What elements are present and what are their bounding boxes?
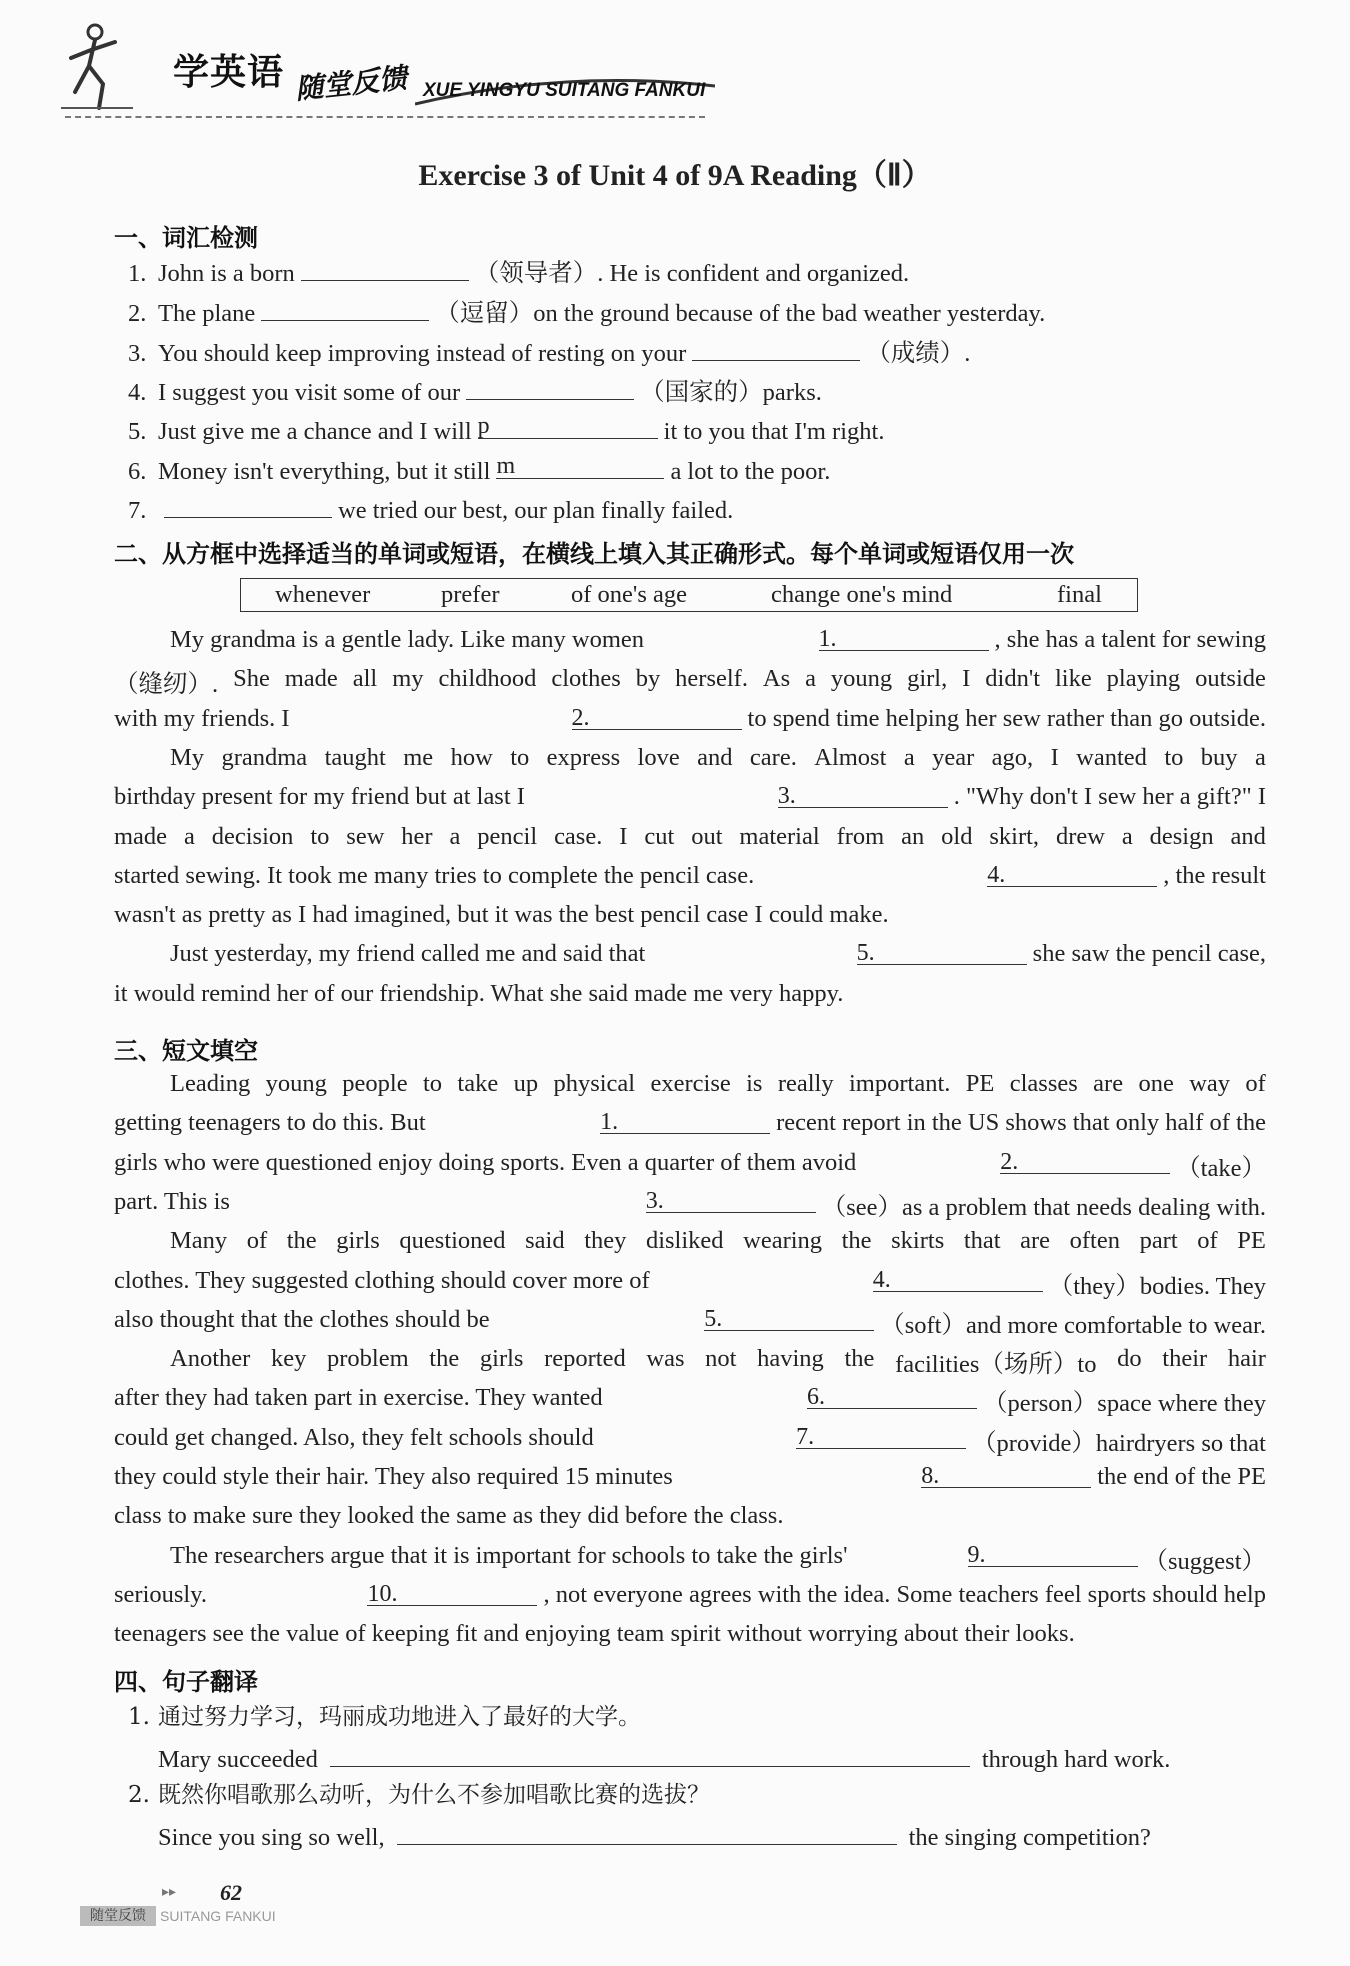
passage-word: classes [1009,1070,1078,1097]
passage-word: physical [553,1070,636,1097]
passage-word: outside [1195,665,1266,693]
vocab-item [128,414,884,447]
answer-blank[interactable] [778,783,948,808]
passage-word: playing [1106,665,1181,693]
passage-line [114,1266,1266,1300]
passage-word: young [265,1070,327,1097]
passage-word: My [170,743,205,771]
section-heading-cloze: 三、短文填空 [114,1037,258,1065]
answer-blank[interactable] [466,375,634,400]
answer-blank[interactable] [921,1463,1091,1488]
passage-word: love [637,743,680,771]
passage-word: an [901,822,925,850]
passage-word: young [830,665,893,693]
passage-text: （suggest） [1143,1547,1266,1575]
passage-text: The researchers argue that it is important for schools to take the girls' [170,1541,848,1569]
passage-text: seriously. [114,1580,207,1608]
answer-blank[interactable] [261,296,429,321]
passage-line [114,1581,1266,1611]
passage-word: taught [324,743,386,771]
passage-text: she saw the pencil case, [1032,940,1266,968]
passage-word: childhood [438,665,537,693]
item-number: 7. [128,497,147,524]
section-heading-wordbox: 二、从方框中选择适当的单词或短语，在横线上填入其正确形式。每个单词或短语仅用一次 [114,540,1074,568]
passage-word: pencil [477,822,538,850]
answer-tail: the singing competition? [908,1824,1151,1851]
answer-blank[interactable] [1000,1149,1170,1174]
passage-word: of [246,1227,268,1255]
passage-line [114,1187,1266,1221]
passage-word: are [1020,1227,1051,1255]
passage-word: often [1069,1227,1120,1255]
passage-text: they could style their hair. They also required 15 minutes [114,1463,673,1490]
passage-word: a [183,822,195,850]
item-number: 4. [128,379,147,406]
passage-word: I [962,665,971,693]
answer-lead: Mary succeeded [158,1746,318,1773]
passage-word: up [513,1070,539,1097]
vocab-item [128,256,909,289]
blank-label: 7. [796,1423,815,1450]
passage-segment [114,1149,994,1179]
item-text: （成绩）. [866,340,971,367]
passage-word: was [646,1345,685,1373]
passage-word: to [422,1070,443,1097]
passage-line [170,940,1266,970]
passage-text: getting teenagers to do this. But [114,1109,426,1137]
passage-text: teenagers see the value of keeping fit and enjoying team spirit without worrying about their looks. [114,1620,1075,1648]
passage-word: case. [554,822,603,850]
answer-blank[interactable] [692,336,860,361]
answer-blank[interactable] [367,1581,537,1606]
blank-label: 3. [645,1187,664,1214]
passage-word: the [844,1345,875,1373]
blank-label: 5. [704,1305,723,1332]
passage-word: are [1093,1070,1124,1097]
passage-word: didn't [985,665,1041,693]
passage-line [114,705,1266,735]
blank-label: 2. [1000,1148,1019,1175]
passage-line [170,744,1266,774]
passage-line [114,1463,1266,1493]
passage-line [114,823,1266,853]
item-text: The plane [158,300,256,327]
passage-segment [982,1384,1266,1418]
runner-figure-icon [55,22,135,112]
passage-word: herself. [675,665,748,693]
blank-label: 4. [872,1266,891,1293]
passage-segment [114,1306,698,1336]
footer-tag: 随堂反馈 [80,1906,156,1926]
logo-text: 学英语 [173,52,285,93]
passage-word: all [352,665,378,693]
passage-word: part [1139,1227,1178,1255]
passage-text: （person）space where they [982,1390,1266,1418]
passage-word: a [805,665,816,693]
passage-word: her [401,822,433,850]
passage-word: that [963,1227,1001,1255]
passage-segment [114,1384,801,1414]
item-text: （逗留）on the ground because of the bad weather yesterday. [435,300,1046,327]
answer-blank[interactable] [968,1542,1138,1567]
passage-word: how [450,743,493,771]
passage-word: the [841,1227,872,1255]
passage-segment [1033,940,1266,970]
item-number: 2. [128,1782,150,1808]
passage-word: by [635,665,661,693]
passage-word: not [705,1345,737,1373]
passage-word: decision [211,822,294,850]
passage-text: to spend time helping her sew rather than go outside. [747,704,1266,732]
passage-word: they [584,1227,627,1255]
footer-tag-english: SUITANG FANKUI [160,1908,276,1924]
passage-line [170,1541,1266,1575]
passage-line [114,901,1266,931]
translation-answer [158,1820,1151,1853]
passage-word: out [691,822,723,850]
passage-word: of [1245,1070,1266,1097]
page-title: Exercise 3 of Unit 4 of 9A Reading（Ⅱ） [418,159,932,192]
passage-word: a [449,822,461,850]
passage-word: to [1164,743,1184,771]
blank-label: p [477,413,490,439]
chinese-sentence: 通过努力学习，玛丽成功地进入了最好的大学。 [158,1704,641,1730]
passage-segment [114,1267,867,1297]
vocab-item [128,454,830,487]
passage-line [114,1502,1266,1532]
passage-word: my [392,665,424,693]
blank-label: 3. [777,783,796,810]
passage-word: express [546,743,621,771]
passage-word: the [429,1345,460,1373]
translation-blank[interactable] [397,1820,897,1845]
passage-segment [1097,1463,1266,1493]
answer-blank[interactable] [572,705,742,730]
answer-blank[interactable] [600,1109,770,1134]
passage-text: after they had taken part in exercise. They wanted [114,1384,603,1412]
passage-word: facilities（场所）to [895,1351,1097,1379]
passage-text: also thought that the clothes should be [114,1305,490,1333]
passage-word: key [270,1345,307,1373]
passage-word: year [932,743,975,771]
answer-blank[interactable] [796,1424,966,1449]
passage-text: , she has a talent for sewing [994,626,1266,653]
passage-word: girls [479,1345,524,1373]
passage-segment [114,705,566,735]
item-text: You should keep improving instead of resting on your [158,340,687,367]
passage-word: problem [326,1345,409,1373]
passage-word: skirt, [989,822,1040,850]
passage-text: part. This is [114,1187,230,1215]
item-text: （国家的）parks. [640,379,822,406]
item-number: 1. [128,1704,150,1730]
answer-blank[interactable] [704,1306,874,1331]
passage-segment [995,626,1266,656]
answer-blank[interactable] [873,1267,1043,1292]
passage-word: a [1121,822,1133,850]
item-number: 2. [128,300,147,327]
passage-word: reported [544,1345,626,1373]
passage-text: clothes. They suggested clothing should cover more of [114,1266,650,1294]
passage-word: and [697,743,733,771]
passage-line [114,1423,1266,1457]
answer-blank[interactable] [496,454,664,479]
passage-word: Leading [170,1070,251,1097]
passage-word: old [941,822,973,850]
passage-word: questioned [399,1227,506,1255]
passage-text: girls who were questioned enjoy doing sports. Even a quarter of them avoid [114,1148,857,1176]
passage-word: to [510,743,530,771]
passage-line [114,1305,1266,1339]
passage-word: buy [1200,743,1238,771]
passage-word: clothes [551,665,621,693]
passage-word: to [310,822,330,850]
passage-word: I [1050,743,1059,771]
answer-tail: through hard work. [981,1746,1171,1773]
word-box-item: change one's mind [771,581,953,608]
answer-blank[interactable] [987,862,1157,887]
passage-word: and [1230,822,1266,850]
blank-label: 1. [818,626,837,652]
passage-text: My grandma is a gentle lady. Like many women [170,626,644,653]
passage-text: （provide）hairdryers so that [972,1429,1266,1457]
passage-segment [170,1542,962,1572]
answer-blank[interactable] [646,1188,816,1213]
answer-blank[interactable] [301,256,469,281]
passage-word: way [1189,1070,1231,1097]
vocab-item [128,296,1045,329]
passage-word: PE [965,1070,995,1097]
passage-segment [776,1109,1266,1139]
passage-word: like [1054,665,1092,693]
translation-prompt [128,1702,641,1732]
passage-word: girls [336,1227,380,1255]
passage-text: , the result [1163,861,1266,889]
passage-word: disliked [645,1227,724,1255]
passage-text: with my friends. I [114,704,290,732]
answer-blank[interactable] [478,414,658,439]
blank-label: 2. [571,704,590,731]
passage-text: started sewing. It took me many tries to complete the pencil case. [114,861,755,889]
blank-label: 9. [967,1541,986,1568]
passage-word: design [1149,822,1214,850]
passage-word: Almost [814,743,887,771]
passage-line [114,862,1266,892]
passage-text: could get changed. Also, they felt schools should [114,1423,594,1451]
passage-line [114,1148,1266,1182]
passage-word: of [1197,1227,1218,1255]
passage-word: PE [1237,1227,1266,1255]
header [55,18,955,118]
answer-lead: Since you sing so well, [158,1824,385,1851]
passage-word: their [1162,1345,1208,1373]
passage-text: （take） [1176,1154,1266,1182]
passage-word: grandma [221,743,308,771]
passage-text: . "Why don't I sew her a gift?" I [953,783,1266,811]
logo-subtext: 随堂反馈 [293,61,409,106]
passage-word: ago, [991,743,1034,771]
passage-line [114,665,1266,699]
passage-word: a [1254,743,1266,771]
passage-word: do [1117,1345,1142,1373]
passage-word: made [114,822,168,850]
word-box-item: whenever [275,581,371,608]
passage-segment [748,705,1266,735]
blank-label: 6. [806,1384,825,1411]
passage-text: it would remind her of our friendship. What she said made me very happy. [114,979,844,1007]
passage-line [114,1620,1266,1650]
item-text: a lot to the poor. [670,458,831,485]
answer-blank[interactable] [807,1384,977,1409]
passage-word: said [525,1227,565,1255]
passage-word: （缝纫）. [114,671,219,699]
passage-segment [114,1581,361,1611]
blank-label: 4. [987,861,1006,888]
passage-text: （they）bodies. They [1048,1272,1266,1300]
page-number: 62 [220,1880,242,1905]
blank-label: 8. [921,1463,940,1489]
passage-word: made [284,665,338,693]
answer-blank[interactable] [164,493,332,518]
section-heading-vocab: 一、词汇检测 [114,224,258,252]
translation-blank[interactable] [330,1742,970,1767]
item-number: 1. [128,260,147,287]
item-number: 5. [128,418,147,445]
passage-text: Just yesterday, my friend called me and said that [170,940,646,968]
passage-word: hair [1227,1345,1266,1373]
passage-text: （see）as a problem that needs dealing with. [821,1193,1266,1221]
passage-text: （soft）and more comfortable to wear. [880,1311,1266,1339]
item-text: it to you that I'm right. [663,418,885,445]
answer-blank[interactable] [857,940,1027,965]
chinese-sentence: 既然你唱歌那么动听，为什么不参加唱歌比赛的选拔？ [158,1782,710,1808]
item-text: I suggest you visit some of our [158,379,461,406]
word-box [240,578,1138,612]
blank-label: 5. [856,940,875,967]
passage-word: wanted [1076,743,1147,771]
passage-word: having [757,1345,824,1373]
passage-segment [114,1109,594,1139]
passage-line [170,1345,1266,1379]
word-box-item: of one's age [571,581,687,608]
item-text: we tried our best, our plan finally failed. [338,497,734,524]
passage-word: me [403,743,434,771]
vocab-item [128,493,733,526]
section-heading-translation: 四、句子翻译 [114,1668,258,1696]
passage-segment [1176,1149,1266,1182]
word-box-item: final [1057,581,1102,608]
passage-word: wearing [743,1227,823,1255]
passage-line [114,1109,1266,1139]
passage-segment [114,1188,640,1218]
passage-word: exercise [650,1070,731,1097]
translation-answer [158,1742,1170,1775]
passage-text: wasn't as pretty as I had imagined, but it was the best pencil case I could make. [114,901,889,929]
passage-line [170,1070,1266,1100]
passage-word: important. [849,1070,951,1097]
passage-text: class to make sure they looked the same as they did before the class. [114,1502,784,1530]
passage-word: girl, [907,665,948,693]
passage-word: I [619,822,628,850]
translation-prompt [128,1780,710,1810]
passage-word: skirts [891,1227,945,1255]
passage-line [114,980,1266,1010]
passage-word: care. [749,743,797,771]
passage-word: from [836,822,885,850]
footer-arrow-icon: ▸▸ [162,1884,177,1900]
passage-word: She [233,665,270,693]
passage-segment [170,626,813,656]
logo-english: XUE YINGYU SUITANG FANKUI [423,80,706,101]
passage-word: people [342,1070,408,1097]
passage-segment [114,1463,915,1493]
passage-word: is [746,1070,763,1097]
passage-segment [114,862,981,892]
passage-segment [954,783,1266,813]
passage-segment [114,1424,790,1454]
blank-label: 10. [367,1580,398,1607]
passage-text: the end of the PE [1097,1463,1266,1490]
item-text: （领导者）. He is confident and organized. [474,260,910,287]
passage-segment [972,1424,1266,1457]
passage-word: take [457,1070,499,1097]
passage-segment [1048,1267,1266,1300]
passage-word: cut [644,822,675,850]
passage-text: birthday present for my friend but at last I [114,783,525,811]
blank-label: 1. [600,1109,619,1136]
passage-line [114,783,1266,813]
passage-word: sew [346,822,385,850]
word-box-item: prefer [441,581,500,608]
passage-word: material [739,822,820,850]
passage-word: the [286,1227,317,1255]
passage-word: As [762,665,791,693]
passage-segment [543,1581,1266,1611]
passage-segment [1143,1542,1267,1575]
passage-segment [821,1188,1266,1221]
passage-segment [1163,862,1266,892]
passage-word: a [903,743,915,771]
item-text: John is a born [158,260,295,287]
passage-line [170,1227,1266,1257]
passage-word: really [777,1070,834,1097]
passage-segment [880,1306,1266,1339]
header-divider [65,116,705,118]
item-text: Money isn't everything, but it still [158,458,491,485]
passage-text: , not everyone agrees with the idea. Some teachers feel sports should help [543,1580,1266,1608]
item-number: 3. [128,340,147,367]
passage-word: Many [170,1227,228,1255]
passage-segment [170,940,851,970]
vocab-item [128,336,970,369]
blank-label: m [496,453,516,479]
answer-blank[interactable] [819,626,989,651]
item-text: Just give me a chance and I will [158,418,472,445]
passage-word: one [1138,1070,1174,1097]
passage-segment [114,783,772,813]
passage-line [114,1384,1266,1418]
passage-word: Another [170,1345,251,1373]
item-number: 6. [128,458,147,485]
vocab-item [128,375,822,408]
passage-line [170,626,1266,656]
passage-word: drew [1055,822,1105,850]
passage-text: recent report in the US shows that only half of the [776,1109,1266,1137]
